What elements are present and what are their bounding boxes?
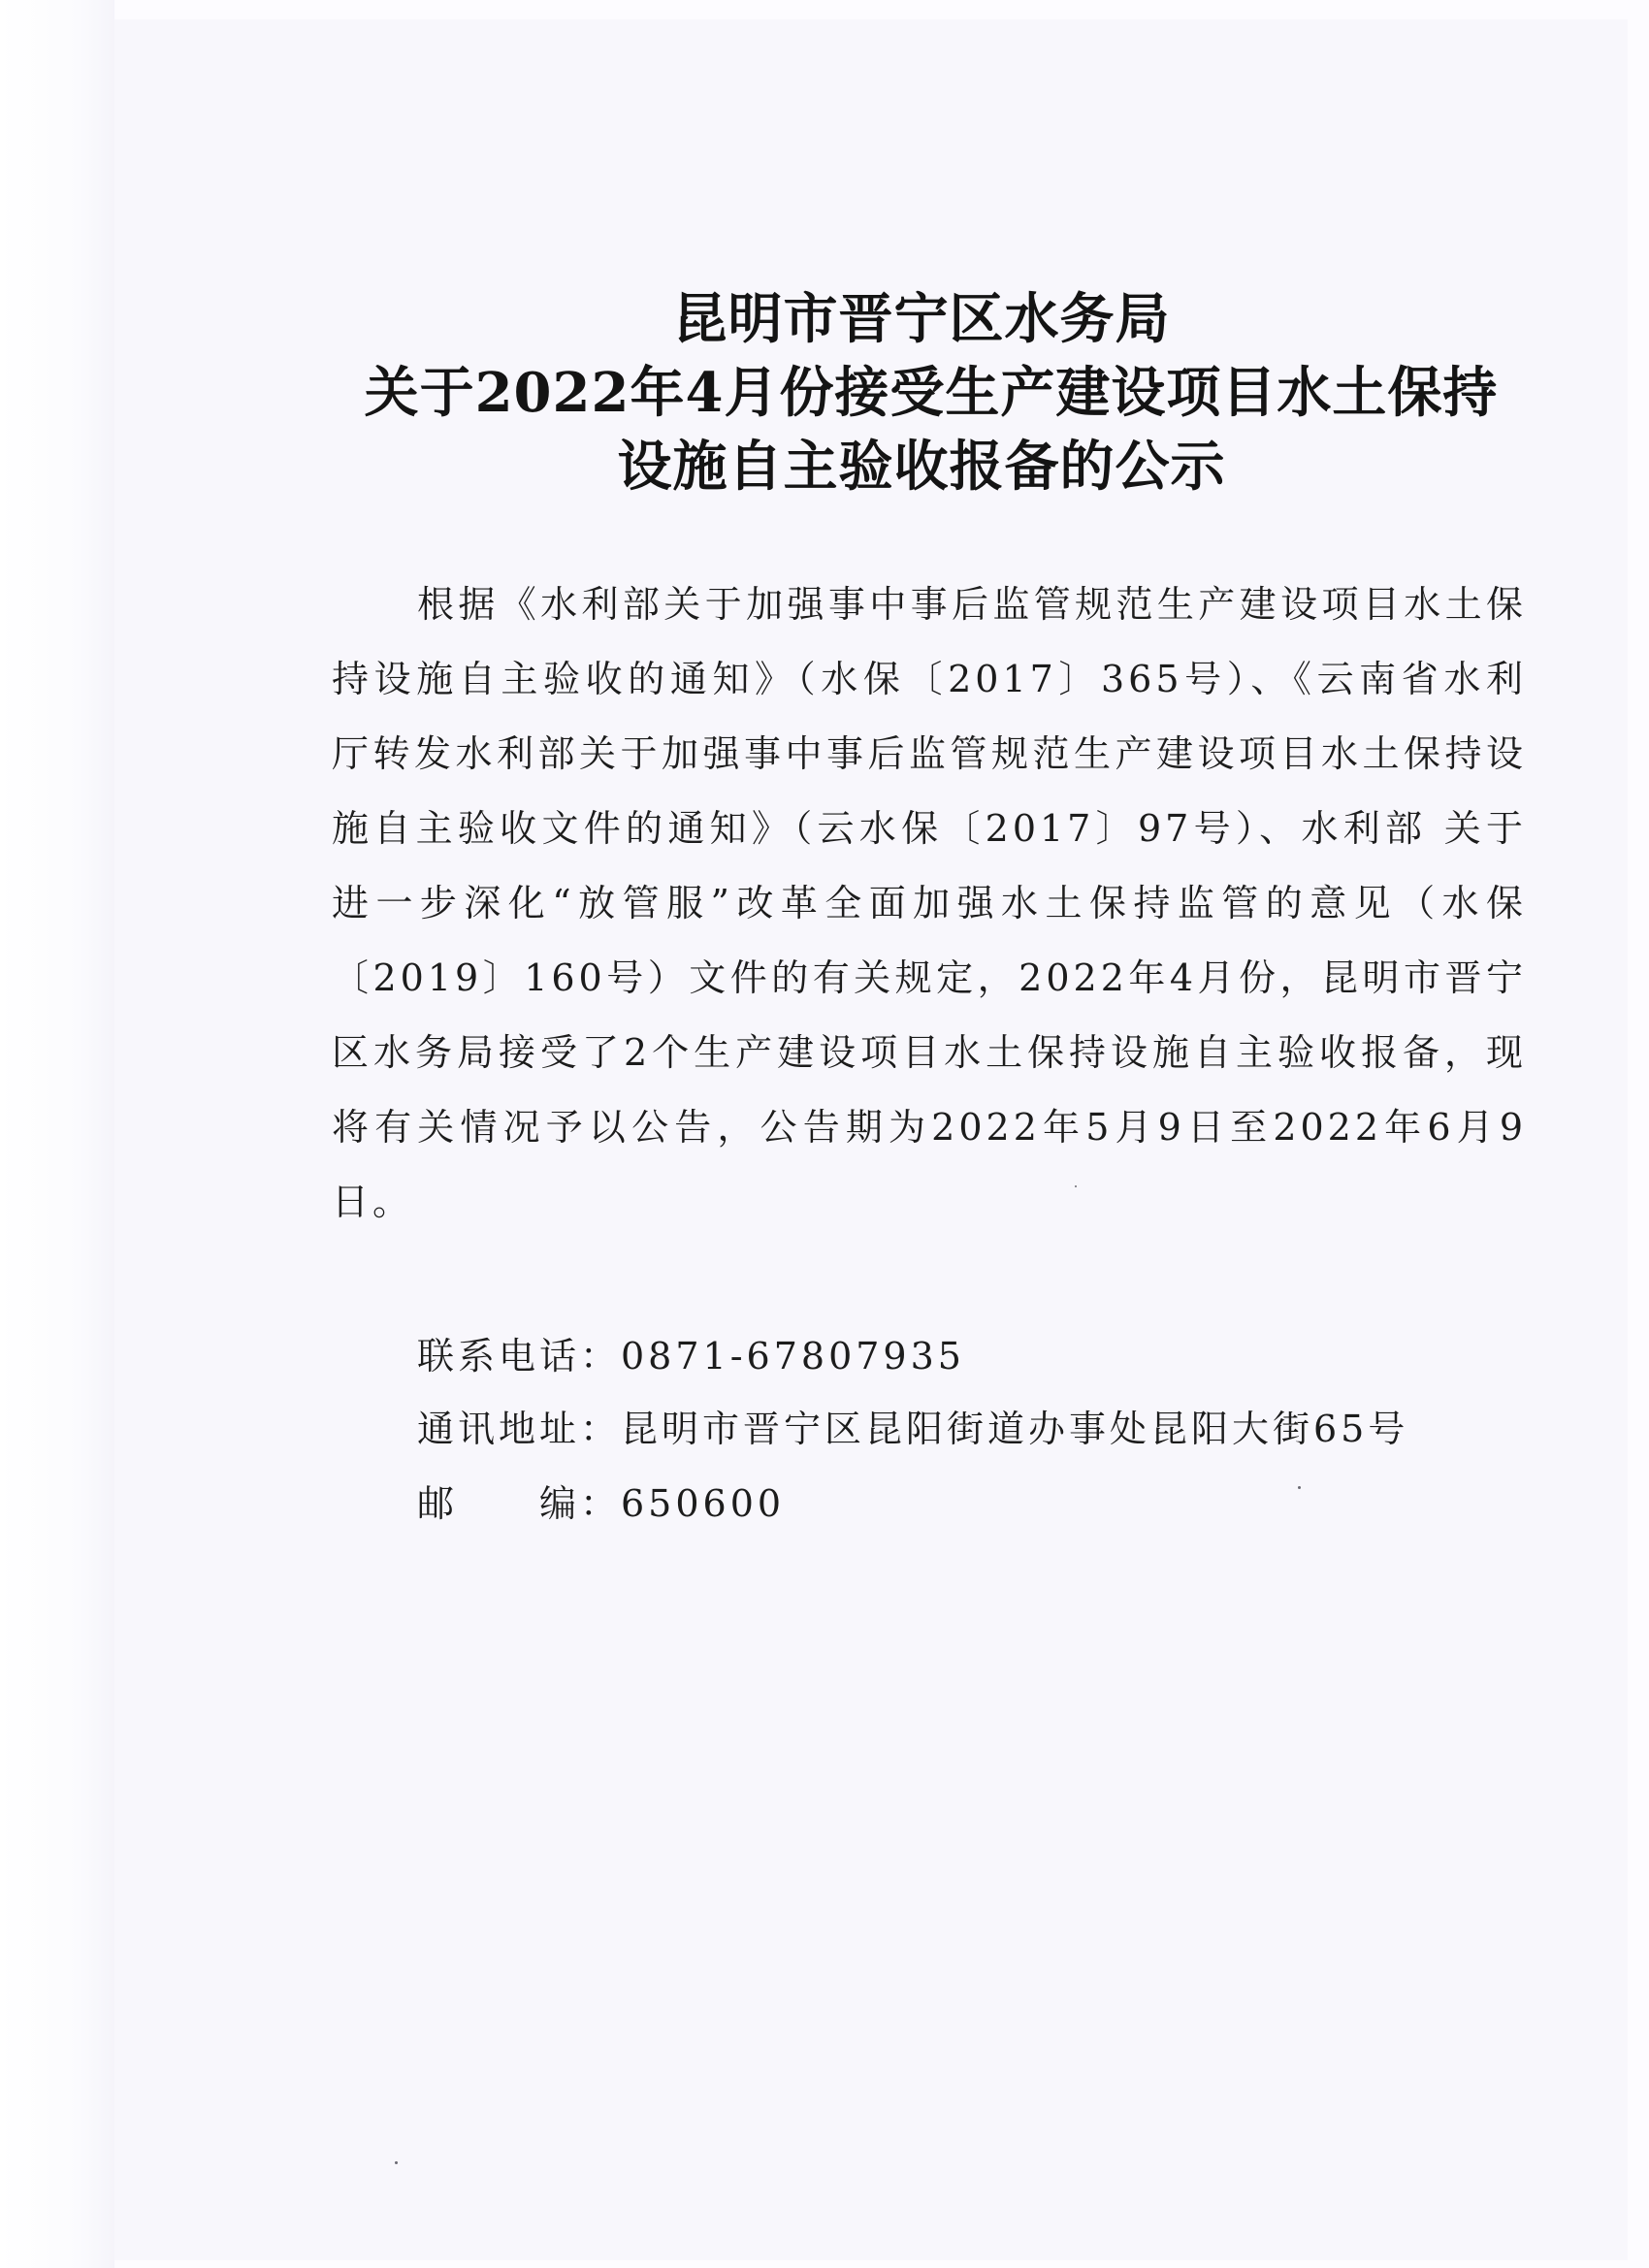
notice-body-paragraph: 根据《水利部关于加强事中事后监管规范生产建设项目水土保持设施自主验收的通知》（水保〔2017〕365号）、《云南省水利厅转发水利部关于加强事中事后监管规范生产建设项目水土保持设施自主验收文件的通知》（云水保〔2017〕97号）、水利部 关于进一步深化“放管服”改革全面加强水土保持监管的意见（水保〔2019〕160号）文件的有关规定，2022年4月份，昆明市晋宁区水务局接受了2个生产建设项目水土保持设施自主验收报备，现将有关情况予以公告，公告期为2022年5月9日至2022年6月9日。 <box>332 583 1527 1223</box>
contact-postcode-row <box>417 1479 785 1528</box>
contact-postcode-value: 650600 <box>621 1482 786 1525</box>
contact-address-value: 昆明市晋宁区昆阳街道办事处昆阳大街65号 <box>621 1408 1409 1450</box>
scan-margin <box>0 0 114 2268</box>
contact-phone-row <box>417 1332 965 1380</box>
scan-speck <box>1075 1185 1077 1187</box>
contact-phone-label: 联系电话： <box>417 1335 622 1377</box>
scan-speck <box>1298 1486 1301 1489</box>
notice-title-line-3: 设施自主验收报备的公示 <box>617 435 1226 499</box>
notice-title-line-1: 昆明市晋宁区水务局 <box>672 287 1171 351</box>
contact-phone-value: 0871-67807935 <box>621 1335 965 1377</box>
contact-address-label: 通讯地址： <box>417 1408 622 1450</box>
notice-title-line-2: 关于2022年4月份接受生产建设项目水土保持 <box>364 361 1499 425</box>
scan-speck <box>395 2161 398 2164</box>
contact-address-row <box>417 1405 1408 1453</box>
contact-postcode-label: 邮 编： <box>417 1482 622 1525</box>
